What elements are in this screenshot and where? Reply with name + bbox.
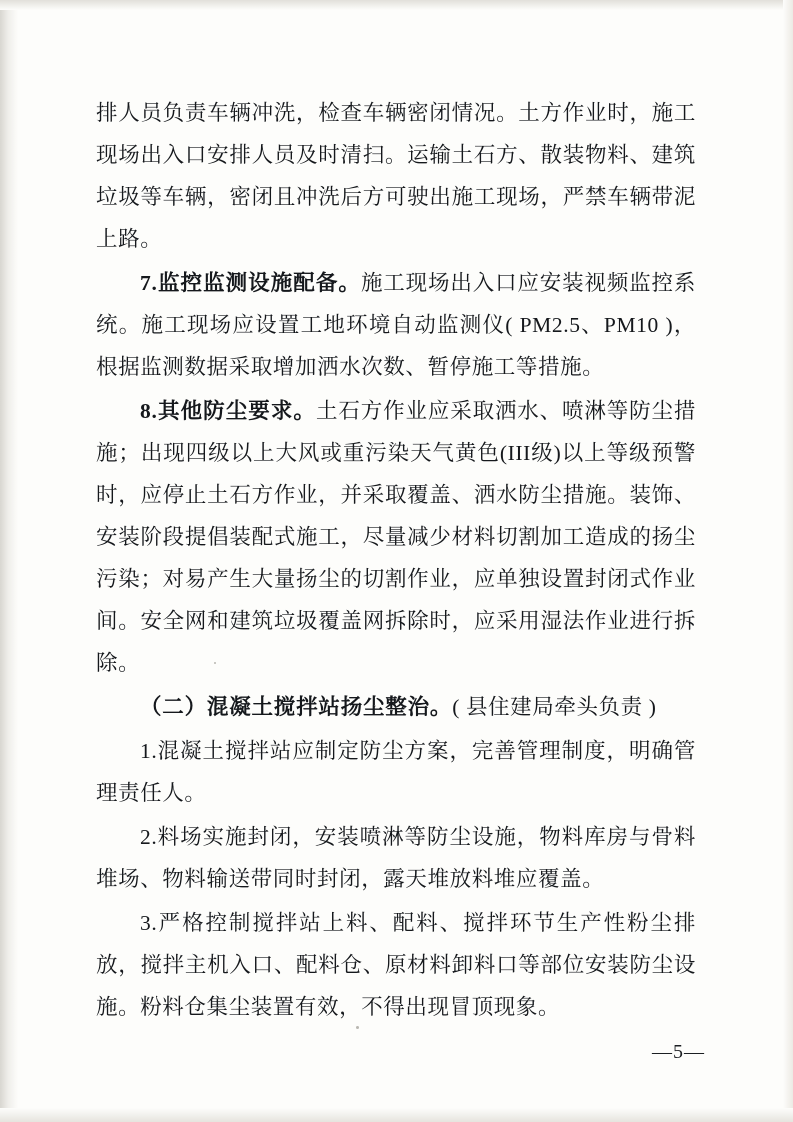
paragraph-item-1 xyxy=(96,730,696,814)
paragraph-item-3 xyxy=(96,902,696,1028)
paragraph-heading-lead: 7.监控监测设施配备。 xyxy=(140,271,361,295)
document-body xyxy=(96,92,696,1030)
paragraph-continuation xyxy=(96,92,696,260)
section-heading-two xyxy=(96,686,696,728)
paragraph-text: 3.严格控制搅拌站上料、配料、搅拌环节生产性粉尘排放，搅拌主机入口、配料仓、原材料卸料口等部位安装防尘设施。粉料仓集尘装置有效，不得出现冒顶现象。 xyxy=(96,911,696,1019)
paragraph-text: 排人员负责车辆冲洗，检查车辆密闭情况。土方作业时，施工现场出入口安排人员及时清扫。运输土石方、散装物料、建筑垃圾等车辆，密闭且冲洗后方可驶出施工现场，严禁车辆带泥上路。 xyxy=(96,101,696,251)
paragraph-item-8 xyxy=(96,390,696,684)
section-heading-note: ( 县住建局牵头负责 ) xyxy=(452,695,657,719)
paragraph-item-7 xyxy=(96,262,696,388)
page-number: —5— xyxy=(652,1041,705,1063)
paragraph-text: 施工现场出入口应安装视频监控系统。施工现场应设置工地环境自动监测仪( PM2.5、PM10 )，根据监测数据采取增加洒水次数、暂停施工等措施。 xyxy=(96,271,696,379)
paragraph-text: 1.混凝土搅拌站应制定防尘方案，完善管理制度，明确管理责任人。 xyxy=(96,739,696,805)
page-edge-shadow-top xyxy=(0,0,793,10)
paragraph-heading-lead: 8.其他防尘要求。 xyxy=(140,399,316,423)
section-heading-lead: （二）混凝土搅拌站扬尘整治。 xyxy=(140,695,453,719)
page-edge-shadow-right xyxy=(783,0,793,1122)
page-edge-shadow-left xyxy=(0,0,18,1122)
paragraph-text: 2.料场实施封闭，安装喷淋等防尘设施，物料库房与骨料堆场、物料输送带同时封闭，露天堆放料堆应覆盖。 xyxy=(96,825,696,891)
paragraph-text: 土石方作业应采取洒水、喷淋等防尘措施；出现四级以上大风或重污染天气黄色(III级)以上等级预警时，应停止土石方作业，并采取覆盖、洒水防尘措施。装饰、安装阶段提倡装配式施工，尽量减少材料切割加工造成的扬尘污染；对易产生大量扬尘的切割作业，应单独设置封闭式作业间。安全网和建筑垃圾覆盖网拆除时，应采用湿法作业进行拆除。 xyxy=(96,399,696,675)
paragraph-item-2 xyxy=(96,816,696,900)
page-edge-shadow-bottom xyxy=(0,1108,793,1122)
